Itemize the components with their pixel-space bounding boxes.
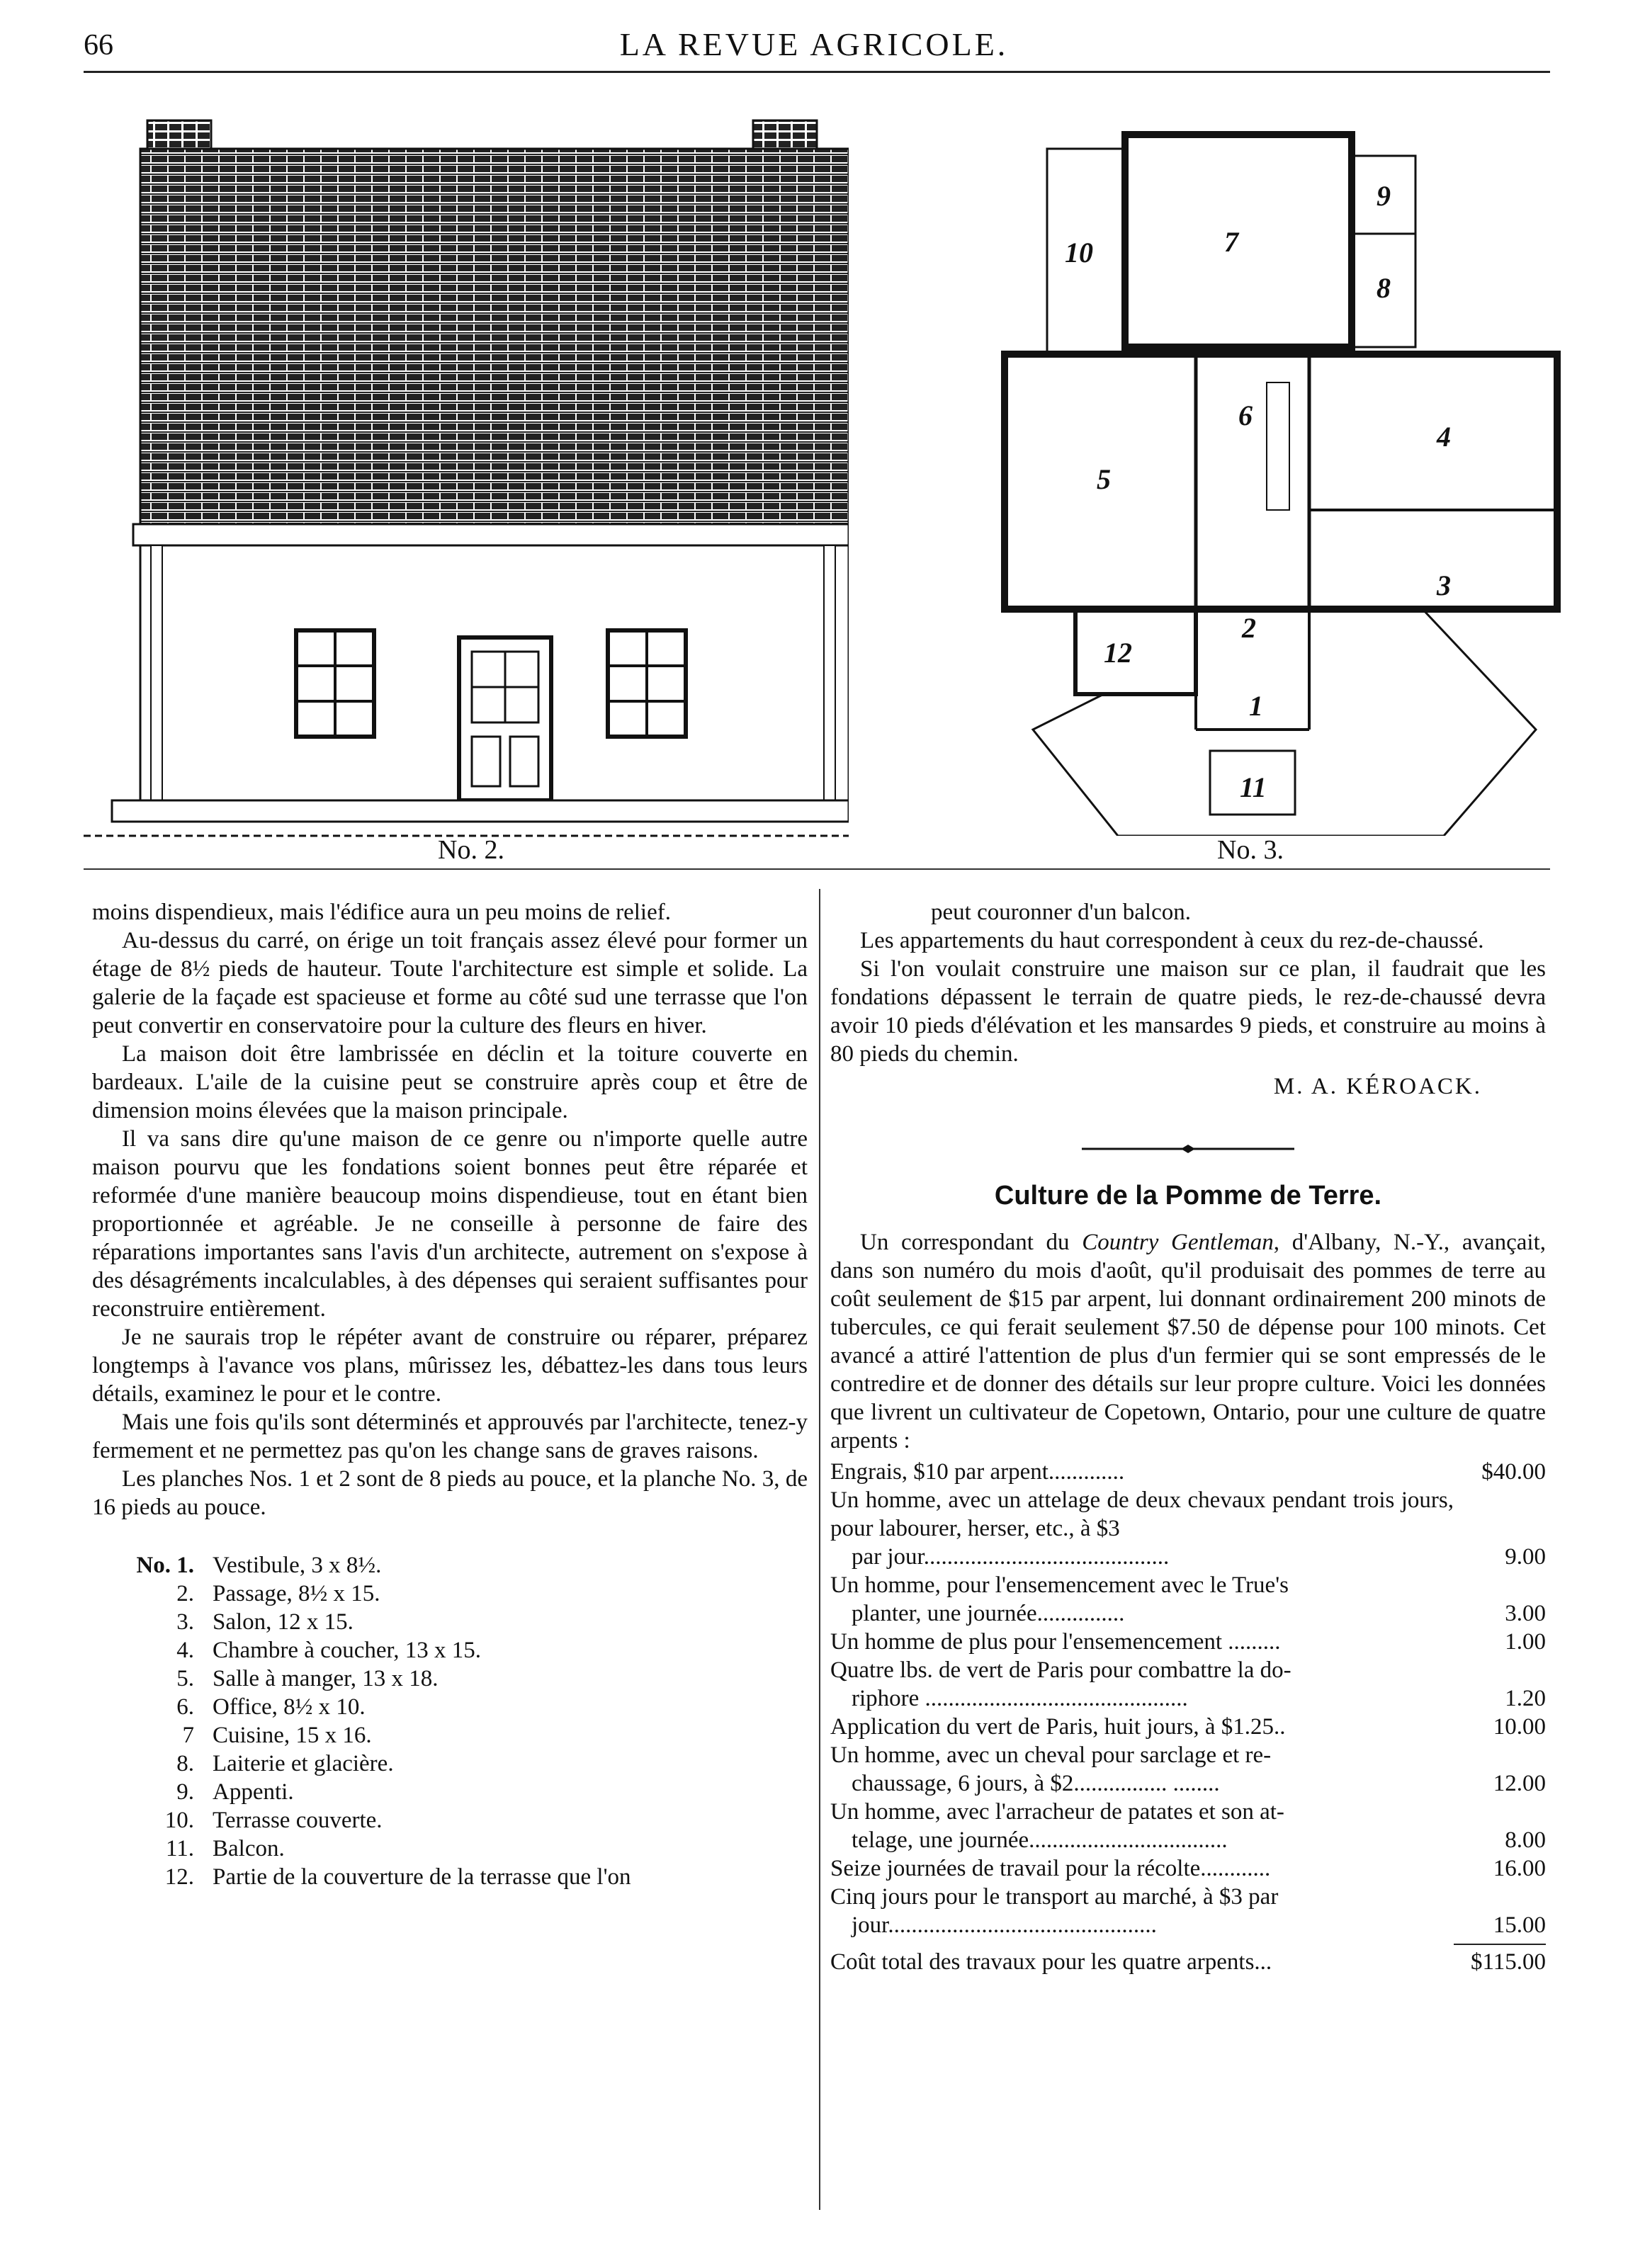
legend-item: 8. Laiterie et glacière. bbox=[176, 1751, 394, 1776]
cost-row: Un homme de plus pour l'ensemencement ......... 1.00 bbox=[830, 1629, 1546, 1655]
plan-label-3: 3 bbox=[1437, 569, 1451, 601]
legend-item: 6. Office, 8½ x 10. bbox=[176, 1694, 366, 1720]
cost-row: Quatre lbs. de vert de Paris pour combattre la do- riphore ............................................. 1.20 bbox=[830, 1657, 1546, 1711]
legend-item: 4. Chambre à coucher, 13 x 15. bbox=[176, 1638, 481, 1663]
intro-paragraph: Un correspondant du Country Gentleman, d'Albany, N.-Y., avançait, dans son numéro du mois d'août, qu'il produisait des pommes de terre au coût seulement de $15 par arpent, lui donnant ordinairement 200 minots de tubercules, ce qui ferait seulement $7.50 de dépense pour 100 minots. Cet avancé a attiré l'attention de plus d'un fermier qui se sont empressés de le contredire et de donner des détails sur leur propre culture. Voici les données que livrent un cultivateur de Copetown, Ontario, pour une culture de quatre arpents : bbox=[830, 1230, 1546, 1453]
paragraph: Il va sans dire qu'une maison de ce genre ou n'importe quelle autre maison pourvu que les fondations soient bonnes peut être réparée et reformée d'une manière beaucoup moins dispendieuse, tout en étant bien proportionnée et agréable. Je ne conseille à personne de faire des réparations importantes sans l'avis d'un architecte, autrement on s'expose à des désagréments incalculables, à des dépenses qui seraient suffisantes pour reconstruire entièrement. bbox=[92, 1126, 808, 1322]
legend-item: 12. Partie de la couverture de la terrasse que l'on bbox=[164, 1864, 631, 1890]
running-title: LA REVUE AGRICOLE. bbox=[619, 26, 1009, 62]
journal-title: Country Gentleman bbox=[1082, 1230, 1274, 1255]
cost-row: Un homme, avec un cheval pour sarclage et re- chaussage, 6 jours, à $2................ ........ 12.00 bbox=[830, 1742, 1546, 1796]
cost-table bbox=[830, 1458, 1546, 1976]
paragraph: Les appartements du haut correspondent à ceux du rez-de-chaussé. bbox=[860, 928, 1484, 953]
left-column bbox=[92, 898, 808, 1891]
cost-row: Un homme, pour l'ensemencement avec le True's planter, une journée............... 3.00 bbox=[830, 1572, 1546, 1626]
cost-row: Un homme, avec un attelage de deux chevaux pendant trois jours, pour labourer, herser, etc., à $3 par jour.......................................... 9.00 bbox=[830, 1487, 1546, 1570]
paragraph: peut couronner d'un balcon. bbox=[931, 900, 1191, 925]
cost-row: Cinq jours pour le transport au marché, à $3 par jour.............................................. 15.00 bbox=[830, 1884, 1546, 1938]
cost-row: Un homme, avec l'arracheur de patates et son at- telage, une journée.................................. 8.00 bbox=[830, 1799, 1546, 1853]
plan-label-4: 4 bbox=[1437, 421, 1451, 453]
plan-caption: No. 3. bbox=[1217, 835, 1284, 865]
figures bbox=[84, 78, 1550, 871]
plan-label-6: 6 bbox=[1238, 399, 1253, 431]
legend-item: 7 Cuisine, 15 x 16. bbox=[182, 1723, 372, 1748]
author-signature: M. A. KÉROACK. bbox=[1273, 1074, 1482, 1099]
room-legend bbox=[92, 1551, 808, 1891]
plan-label-11: 11 bbox=[1240, 771, 1267, 803]
plan-label-12: 12 bbox=[1104, 637, 1132, 669]
plan-label-5: 5 bbox=[1097, 463, 1111, 495]
top-rule bbox=[84, 71, 1550, 73]
plan-label-10: 10 bbox=[1065, 237, 1093, 268]
paragraph: Mais une fois qu'ils sont déterminés et approuvés par l'architecte, tenez-y fermement et ne permettez pas qu'on les change sans de graves raisons. bbox=[92, 1410, 808, 1463]
floor-plan-illustration bbox=[983, 127, 1593, 836]
plan-label-8: 8 bbox=[1377, 272, 1391, 304]
plan-label-9: 9 bbox=[1377, 180, 1391, 212]
page-number: 66 bbox=[84, 29, 113, 62]
cost-row: Application du vert de Paris, huit jours, à $1.25.. 10.00 bbox=[830, 1714, 1546, 1740]
legend-item: 9. Appenti. bbox=[176, 1779, 294, 1805]
paragraph: moins dispendieux, mais l'édifice aura un peu moins de relief. bbox=[92, 900, 671, 925]
legend-item: 11. Balcon. bbox=[165, 1836, 285, 1861]
cost-total-row: Coût total des travaux pour les quatre arpents... $115.00 bbox=[830, 1949, 1546, 1975]
paragraph: La maison doit être lambrissée en déclin et la toiture couverte en bardeaux. L'aile de la cuisine peut se construire après coup et être de dimension moins élevées que la maison principale. bbox=[92, 1041, 808, 1123]
cost-row: Engrais, $10 par arpent............. $40.00 bbox=[830, 1459, 1546, 1485]
paragraph: Les planches Nos. 1 et 2 sont de 8 pieds au pouce, et la planche No. 3, de 16 pieds au pouce. bbox=[92, 1466, 808, 1520]
elevation-caption: No. 2. bbox=[438, 835, 504, 865]
ornament-divider bbox=[1082, 1143, 1294, 1155]
legend-item: 2. Passage, 8½ x 15. bbox=[176, 1581, 380, 1606]
plan-label-1: 1 bbox=[1249, 690, 1263, 722]
legend-item: 3. Salon, 12 x 15. bbox=[176, 1609, 354, 1635]
plan-label-2: 2 bbox=[1242, 612, 1256, 644]
paragraph: Si l'on voulait construire une maison sur ce plan, il faudrait que les fondations dépassent le terrain de quatre pieds, le rez-de-chaussé devra avoir 10 pieds d'élévation et les mansardes 9 pieds, et construire au moins à 80 pieds du chemin. bbox=[830, 956, 1546, 1067]
column-divider bbox=[819, 889, 820, 2210]
right-column bbox=[830, 898, 1546, 1976]
paragraph: Je ne saurais trop le répéter avant de construire ou réparer, préparez longtemps à l'avance vos plans, mûrissez les, débattez-les dans tous leurs détails, examinez le pour et le contre. bbox=[92, 1325, 808, 1407]
plan-label-7: 7 bbox=[1224, 226, 1238, 258]
total-rule bbox=[1454, 1944, 1546, 1945]
paragraph: Au-dessus du carré, on érige un toit français assez élevé pour former un étage de 8½ pieds de hauteur. Toute l'architecture est simple et solide. La galerie de la façade est spacieuse et forme au côté sud une terrasse que l'on peut convertir en conservatoire pour la culture des fleurs en hiver. bbox=[92, 928, 808, 1038]
middle-rule bbox=[84, 868, 1550, 870]
cost-row: Seize journées de travail pour la récolte............ 16.00 bbox=[830, 1856, 1546, 1881]
section-title: Culture de la Pomme de Terre. bbox=[994, 1181, 1382, 1210]
legend-item: 10. Terrasse couverte. bbox=[164, 1808, 383, 1833]
legend-item: No. 1. Vestibule, 3 x 8½. bbox=[136, 1553, 382, 1578]
legend-item: 5. Salle à manger, 13 x 18. bbox=[176, 1666, 439, 1691]
house-elevation-illustration bbox=[84, 106, 849, 850]
